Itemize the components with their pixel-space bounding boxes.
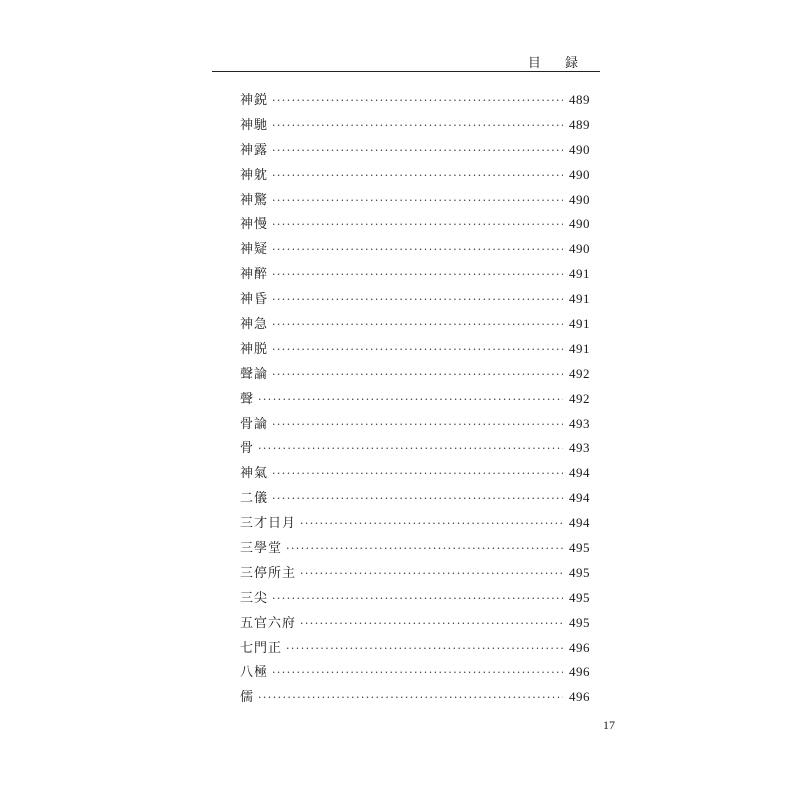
toc-entry xyxy=(240,562,590,587)
toc-entry-page: 490 xyxy=(569,166,590,182)
toc-entry xyxy=(240,238,590,263)
toc-entry xyxy=(240,164,590,189)
toc-entry-title: 神鋭 xyxy=(240,93,269,108)
page-number: 17 xyxy=(603,718,615,732)
toc-entry xyxy=(240,213,590,238)
toc-entry xyxy=(240,114,590,139)
dot-leader xyxy=(300,567,563,580)
toc-entry-title: 三才日月 xyxy=(240,516,297,532)
toc-entry-page: 496 xyxy=(569,639,590,655)
toc-entry-title: 三停所主 xyxy=(240,565,297,581)
toc-entry-page: 494 xyxy=(569,490,590,506)
toc-entry xyxy=(240,263,590,288)
toc-entry xyxy=(240,537,590,562)
dot-leader xyxy=(258,442,563,455)
toc-entry-title: 七門正 xyxy=(240,640,283,656)
dot-leader xyxy=(258,691,563,704)
toc-entry-title: 神脱 xyxy=(240,341,269,357)
toc-entry xyxy=(240,512,590,537)
dot-leader xyxy=(272,194,563,207)
toc-entry-title: 三尖 xyxy=(240,590,269,606)
toc-entry-title: 骨論 xyxy=(240,416,269,432)
table-of-contents xyxy=(240,89,590,711)
dot-leader xyxy=(272,418,563,431)
toc-entry-title: 神氣 xyxy=(240,466,269,482)
toc-entry-page: 491 xyxy=(569,266,590,282)
toc-entry-title: 聲論 xyxy=(240,366,269,382)
dot-leader xyxy=(272,343,563,356)
toc-entry xyxy=(240,139,590,164)
dot-leader xyxy=(300,517,563,530)
dot-leader xyxy=(272,218,563,231)
dot-leader xyxy=(272,592,563,605)
toc-entry-page: 496 xyxy=(569,689,590,705)
toc-entry-page: 489 xyxy=(569,92,590,107)
header-rule xyxy=(212,71,600,72)
toc-entry-page: 495 xyxy=(569,614,590,630)
toc-entry-title: 神露 xyxy=(240,142,269,158)
toc-entry-title: 神躭 xyxy=(240,167,269,183)
toc-entry xyxy=(240,413,590,438)
toc-entry-page: 492 xyxy=(569,390,590,406)
toc-entry xyxy=(240,288,590,313)
toc-entry xyxy=(240,612,590,637)
toc-entry-page: 491 xyxy=(569,316,590,332)
toc-entry-title: 神昏 xyxy=(240,292,269,308)
dot-leader xyxy=(300,617,563,630)
toc-entry-page: 492 xyxy=(569,365,590,381)
toc-entry-title: 神馳 xyxy=(240,117,269,133)
dot-leader xyxy=(286,642,563,655)
toc-entry xyxy=(240,686,590,711)
toc-entry-title: 神慢 xyxy=(240,217,269,233)
toc-entry-page: 490 xyxy=(569,191,590,207)
toc-entry-title: 骨 xyxy=(240,441,255,457)
toc-entry-page: 491 xyxy=(569,340,590,356)
toc-entry xyxy=(240,637,590,662)
toc-entry xyxy=(240,388,590,413)
toc-entry-page: 496 xyxy=(569,664,590,680)
toc-entry xyxy=(240,661,590,686)
toc-entry-title: 三學堂 xyxy=(240,541,283,557)
toc-entry-title: 神驚 xyxy=(240,192,269,208)
toc-entry-title: 八極 xyxy=(240,665,269,681)
toc-entry-title: 五官六府 xyxy=(240,615,297,631)
dot-leader xyxy=(272,268,563,281)
toc-entry xyxy=(240,313,590,338)
toc-entry-page: 489 xyxy=(569,116,590,132)
dot-leader xyxy=(272,144,563,157)
dot-leader xyxy=(258,393,563,406)
toc-entry-title: 二儀 xyxy=(240,491,269,507)
toc-entry-page: 493 xyxy=(569,440,590,456)
toc-entry-page: 494 xyxy=(569,465,590,481)
dot-leader xyxy=(272,293,563,306)
toc-entry-title: 儒 xyxy=(240,690,255,706)
dot-leader xyxy=(272,169,563,182)
toc-entry-page: 495 xyxy=(569,564,590,580)
toc-entry xyxy=(240,437,590,462)
toc-entry xyxy=(240,338,590,363)
toc-entry xyxy=(240,587,590,612)
toc-entry-page: 493 xyxy=(569,415,590,431)
toc-entry-page: 490 xyxy=(569,216,590,232)
toc-entry-title: 神醉 xyxy=(240,267,269,283)
toc-entry-page: 495 xyxy=(569,540,590,556)
dot-leader xyxy=(272,467,563,480)
toc-entry xyxy=(240,487,590,512)
running-head: 目 録 xyxy=(527,56,588,71)
dot-leader xyxy=(272,243,563,256)
toc-entry-page: 490 xyxy=(569,141,590,157)
dot-leader xyxy=(272,318,563,331)
toc-entry xyxy=(240,89,590,114)
toc-entry-title: 神急 xyxy=(240,317,269,333)
toc-entry xyxy=(240,189,590,214)
dot-leader xyxy=(272,368,563,381)
toc-entry-title: 神疑 xyxy=(240,242,269,258)
dot-leader xyxy=(272,666,563,679)
toc-entry xyxy=(240,462,590,487)
dot-leader xyxy=(272,119,563,132)
toc-entry-page: 495 xyxy=(569,589,590,605)
toc-entry xyxy=(240,363,590,388)
dot-leader xyxy=(272,94,563,107)
toc-entry-title: 聲 xyxy=(240,391,255,407)
toc-entry-page: 491 xyxy=(569,291,590,307)
toc-entry-page: 494 xyxy=(569,515,590,531)
toc-entry-page: 490 xyxy=(569,241,590,257)
dot-leader xyxy=(286,542,563,555)
dot-leader xyxy=(272,492,563,505)
